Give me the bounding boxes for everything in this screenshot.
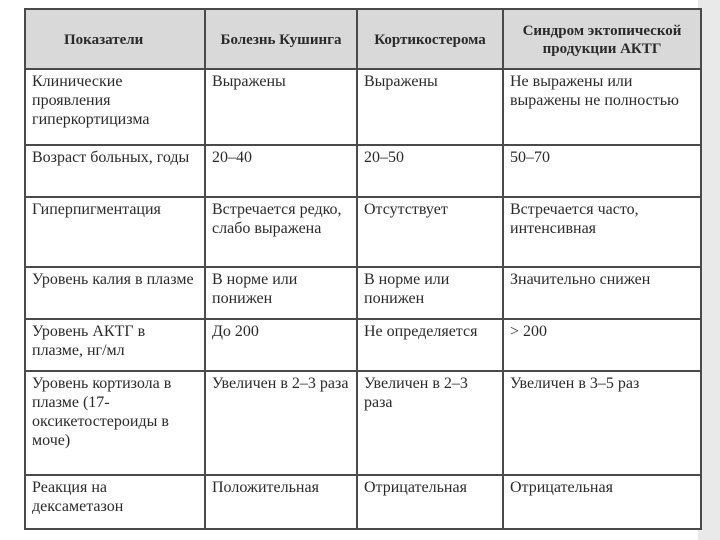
table-cell: Встречается редко, слабо выражена (205, 197, 357, 267)
table-header-row (25, 9, 701, 69)
header-corticosteroma: Кортикостерома (357, 9, 503, 69)
table-row (25, 145, 701, 197)
row-label: Клинические проявления гиперкортицизма (25, 69, 205, 145)
row-label: Уровень кортизола в плазме (17-оксикетостероиды в моче) (25, 371, 205, 475)
table-row (25, 69, 701, 145)
table-cell: 20–40 (205, 145, 357, 197)
table-row (25, 371, 701, 475)
table-cell: Встречается часто, интенсивная (503, 197, 701, 267)
table-cell: До 200 (205, 319, 357, 371)
table-cell: В норме или понижен (205, 267, 357, 319)
header-ectopic-acth: Синдром эктопической продукции АКТГ (503, 9, 701, 69)
table-row (25, 319, 701, 371)
table-cell: 50–70 (503, 145, 701, 197)
header-indicators: Показатели (25, 9, 205, 69)
table-cell: Увеличен в 2–3 раза (357, 371, 503, 475)
table-cell: Отрицательная (357, 475, 503, 529)
table-cell: Выражены (357, 69, 503, 145)
table-cell: Значительно снижен (503, 267, 701, 319)
table-cell: Не выражены или выражены не полностью (503, 69, 701, 145)
table-cell: Отсутствует (357, 197, 503, 267)
table-row (25, 267, 701, 319)
table-cell: Не определяется (357, 319, 503, 371)
diagnosis-comparison-table (24, 8, 702, 530)
table-cell: 20–50 (357, 145, 503, 197)
table-cell: Выражены (205, 69, 357, 145)
table-row (25, 475, 701, 529)
row-label: Возраст больных, годы (25, 145, 205, 197)
row-label: Гиперпигментация (25, 197, 205, 267)
table-cell: Отрицательная (503, 475, 701, 529)
header-cushing-disease: Болезнь Кушинга (205, 9, 357, 69)
table-cell: Увеличен в 2–3 раза (205, 371, 357, 475)
row-label: Уровень калия в плазме (25, 267, 205, 319)
row-label: Уровень АКТГ в плазме, нг/мл (25, 319, 205, 371)
row-label: Реакция на дексаметазон (25, 475, 205, 529)
table-cell: > 200 (503, 319, 701, 371)
table-cell: Увеличен в 3–5 раз (503, 371, 701, 475)
table-cell: Положительная (205, 475, 357, 529)
table-cell: В норме или понижен (357, 267, 503, 319)
table-row (25, 197, 701, 267)
